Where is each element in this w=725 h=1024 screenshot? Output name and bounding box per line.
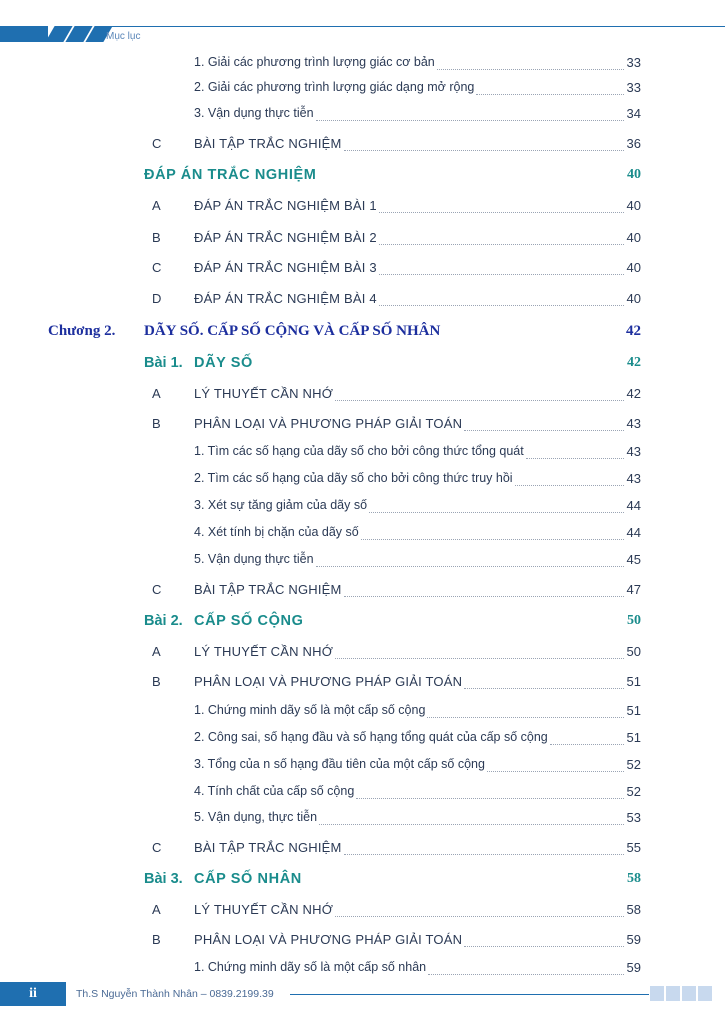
- toc-entry-title: CẤP SỐ CỘNG: [194, 613, 304, 629]
- toc-leader-dots: [361, 539, 624, 540]
- toc-leader-dots: [464, 946, 624, 947]
- toc-entry[interactable]: [0, 644, 725, 664]
- toc-entry-letter: C: [152, 260, 162, 275]
- footer-square: [666, 986, 680, 1001]
- toc-entry-letter: D: [152, 291, 162, 306]
- toc-page-number: 42: [626, 323, 641, 339]
- footer-author: Th.S Nguyễn Thành Nhân – 0839.2199.39: [76, 988, 274, 1000]
- toc-entry-letter: B: [152, 932, 161, 947]
- footer-square: [682, 986, 696, 1001]
- toc-chapter-label: Chương 2.: [48, 323, 116, 339]
- toc-page-number: 51: [626, 674, 641, 689]
- toc-page-number: 43: [626, 444, 641, 459]
- toc-entry[interactable]: [0, 444, 725, 464]
- toc-entry-letter: C: [152, 582, 162, 597]
- toc-leader-dots: [319, 824, 624, 825]
- toc-leader-dots: [464, 688, 624, 689]
- toc-entry-title: 4. Xét tính bị chặn của dãy số: [194, 525, 359, 539]
- toc-entry[interactable]: [0, 871, 725, 891]
- toc-entry[interactable]: [0, 355, 725, 375]
- toc-entry-letter: B: [152, 230, 161, 245]
- toc-leader-dots: [335, 400, 624, 401]
- toc-leader-dots: [344, 596, 624, 597]
- toc-page-number: 47: [626, 582, 641, 597]
- toc-leader-dots: [379, 212, 624, 213]
- toc-entry[interactable]: [0, 230, 725, 250]
- footer-page-box: [0, 982, 66, 1006]
- toc-entry-title: ĐÁP ÁN TRẮC NGHIỆM BÀI 3: [194, 260, 377, 275]
- toc-page-number: 44: [626, 525, 641, 540]
- toc-page-number: 40: [626, 260, 641, 275]
- toc-entry-title: BÀI TẬP TRẮC NGHIỆM: [194, 136, 342, 151]
- toc-entry-title: BÀI TẬP TRẮC NGHIỆM: [194, 840, 342, 855]
- toc-page-number: 52: [626, 784, 641, 799]
- toc-leader-dots: [427, 717, 624, 718]
- toc-page-number: 44: [626, 498, 641, 513]
- toc-entry-letter: B: [152, 674, 161, 689]
- toc-entry-letter: A: [152, 644, 161, 659]
- toc-page-number: 50: [627, 613, 641, 628]
- toc-leader-dots: [428, 974, 624, 975]
- toc-page-number: 40: [627, 167, 641, 182]
- toc-page-number: 34: [626, 106, 641, 121]
- toc-entry-title: 3. Xét sự tăng giảm của dãy số: [194, 498, 368, 512]
- toc-leader-dots: [476, 94, 624, 95]
- toc-entry-title: 4. Tính chất của cấp số cộng: [194, 784, 355, 798]
- toc-entry-title: LÝ THUYẾT CẦN NHỚ: [194, 902, 334, 917]
- toc-entry[interactable]: [0, 902, 725, 922]
- toc-entry-letter: A: [152, 198, 161, 213]
- toc-entry-title: 3. Tổng của n số hạng đầu tiên của một cấp số cộng: [194, 757, 485, 771]
- toc-entry-title: ĐÁP ÁN TRẮC NGHIỆM BÀI 4: [194, 291, 377, 306]
- toc-entry[interactable]: [0, 582, 725, 602]
- toc-leader-dots: [379, 274, 624, 275]
- toc-entry-title: ĐÁP ÁN TRẮC NGHIỆM BÀI 2: [194, 230, 377, 245]
- toc-entry[interactable]: [0, 840, 725, 860]
- toc-page-number: 53: [626, 810, 641, 825]
- toc-entry-title: 1. Chứng minh dãy số là một cấp số nhân: [194, 960, 427, 974]
- toc-leader-dots: [316, 566, 624, 567]
- toc-entry-letter: C: [152, 136, 162, 151]
- toc-entry[interactable]: [0, 260, 725, 280]
- toc-entry-title: LÝ THUYẾT CẦN NHỚ: [194, 386, 334, 401]
- toc-leader-dots: [464, 430, 624, 431]
- toc-leader-dots: [344, 854, 624, 855]
- toc-entry-title: PHÂN LOẠI VÀ PHƯƠNG PHÁP GIẢI TOÁN: [194, 932, 463, 947]
- footer-square: [698, 986, 712, 1001]
- toc-leader-dots: [369, 512, 624, 513]
- toc-leader-dots: [550, 744, 624, 745]
- toc-entry-title: LÝ THUYẾT CẦN NHỚ: [194, 644, 334, 659]
- toc-entry[interactable]: [0, 198, 725, 218]
- toc-page-number: 40: [626, 198, 641, 213]
- footer-page-number: ii: [29, 986, 37, 1001]
- toc-page-number: 43: [626, 416, 641, 431]
- toc-entry[interactable]: [0, 386, 725, 406]
- page-footer: [0, 982, 725, 1006]
- toc-entry[interactable]: [0, 416, 725, 436]
- toc-entry[interactable]: [0, 55, 725, 75]
- header-bar: [0, 26, 48, 42]
- toc-entry-title: 1. Tìm các số hạng của dãy số cho bởi công thức tổng quát: [194, 444, 524, 458]
- header-title: Mục lục: [106, 31, 141, 42]
- toc-entry-title: BÀI TẬP TRẮC NGHIỆM: [194, 582, 342, 597]
- toc-entry-label: Bài 3.: [144, 871, 183, 887]
- toc-entry[interactable]: [0, 136, 725, 156]
- toc-entry-letter: B: [152, 416, 161, 431]
- toc-page-number: 52: [626, 757, 641, 772]
- toc-entry[interactable]: [0, 498, 725, 518]
- toc-page-number: 40: [626, 230, 641, 245]
- toc-entry[interactable]: [0, 323, 725, 343]
- toc-entry[interactable]: [0, 106, 725, 126]
- toc-entry[interactable]: [0, 291, 725, 311]
- toc-entry-title: ĐÁP ÁN TRẮC NGHIỆM BÀI 1: [194, 198, 377, 213]
- toc-leader-dots: [379, 244, 624, 245]
- toc-entry-letter: A: [152, 902, 161, 917]
- toc-page-number: 58: [626, 902, 641, 917]
- toc-entry-title: 2. Công sai, số hạng đầu và số hạng tổng quát của cấp số cộng: [194, 730, 548, 744]
- toc-leader-dots: [344, 150, 624, 151]
- toc-page-number: 36: [626, 136, 641, 151]
- toc-page-number: 50: [626, 644, 641, 659]
- toc-entry-title: 1. Giải các phương trình lượng giác cơ bản: [194, 55, 435, 69]
- toc-entry-letter: C: [152, 840, 162, 855]
- toc-page-number: 40: [626, 291, 641, 306]
- toc-page-number: 42: [626, 386, 641, 401]
- toc-entry[interactable]: [0, 167, 725, 187]
- toc-page-number: 58: [627, 871, 641, 886]
- toc-entry[interactable]: [0, 757, 725, 777]
- toc-entry[interactable]: [0, 471, 725, 491]
- toc-leader-dots: [379, 305, 624, 306]
- toc-entry[interactable]: [0, 80, 725, 100]
- toc-entry-title: PHÂN LOẠI VÀ PHƯƠNG PHÁP GIẢI TOÁN: [194, 674, 463, 689]
- page-header: [0, 0, 725, 48]
- toc-page-number: 42: [627, 355, 641, 370]
- toc-entry[interactable]: [0, 810, 725, 830]
- footer-rule: [290, 994, 649, 995]
- toc-page-number: 33: [626, 55, 641, 70]
- toc-entry[interactable]: [0, 703, 725, 723]
- toc-entry-letter: A: [152, 386, 161, 401]
- toc-entry-title: DÃY SỐ: [194, 355, 253, 371]
- toc-entry-title: 3. Vận dụng thực tiễn: [194, 106, 314, 120]
- toc-entry-title: 5. Vận dụng, thực tiễn: [194, 810, 318, 824]
- toc-page-number: 55: [626, 840, 641, 855]
- footer-square: [650, 986, 664, 1001]
- toc-leader-dots: [515, 485, 624, 486]
- toc-entry-title: DÃY SỐ. CẤP SỐ CỘNG VÀ CẤP SỐ NHÂN: [144, 323, 441, 339]
- toc-page-number: 43: [626, 471, 641, 486]
- toc-entry[interactable]: [0, 730, 725, 750]
- header-rule: [100, 26, 725, 27]
- toc-entry-title: 1. Chứng minh dãy số là một cấp số cộng: [194, 703, 426, 717]
- toc-entry[interactable]: [0, 552, 725, 572]
- toc-page-number: 51: [626, 730, 641, 745]
- toc-leader-dots: [356, 798, 624, 799]
- toc-entry[interactable]: [0, 525, 725, 545]
- toc-entry-label: Bài 1.: [144, 355, 183, 371]
- toc-entry-title: ĐÁP ÁN TRẮC NGHIỆM: [144, 167, 317, 183]
- toc-leader-dots: [316, 120, 624, 121]
- toc-page-number: 59: [626, 932, 641, 947]
- toc-leader-dots: [335, 916, 624, 917]
- toc-leader-dots: [526, 458, 624, 459]
- toc-entry[interactable]: [0, 613, 725, 633]
- toc-entry-title: 2. Tìm các số hạng của dãy số cho bởi công thức truy hồi: [194, 471, 513, 485]
- toc-entry-label: Bài 2.: [144, 613, 183, 629]
- toc-entry-title: CẤP SỐ NHÂN: [194, 871, 302, 887]
- toc-page-number: 45: [626, 552, 641, 567]
- toc-entry[interactable]: [0, 674, 725, 694]
- toc-page-number: 33: [626, 80, 641, 95]
- toc-leader-dots: [487, 771, 624, 772]
- toc-entry-title: 2. Giải các phương trình lượng giác dạng mở rộng: [194, 80, 475, 94]
- toc-leader-dots: [437, 69, 624, 70]
- toc-entry-title: PHÂN LOẠI VÀ PHƯƠNG PHÁP GIẢI TOÁN: [194, 416, 463, 431]
- toc-leader-dots: [335, 658, 624, 659]
- toc-entry[interactable]: [0, 932, 725, 952]
- toc-entry[interactable]: [0, 784, 725, 804]
- toc-page-number: 51: [626, 703, 641, 718]
- toc-entry-title: 5. Vận dụng thực tiễn: [194, 552, 314, 566]
- toc-entry[interactable]: [0, 960, 725, 980]
- toc-page-number: 59: [626, 960, 641, 975]
